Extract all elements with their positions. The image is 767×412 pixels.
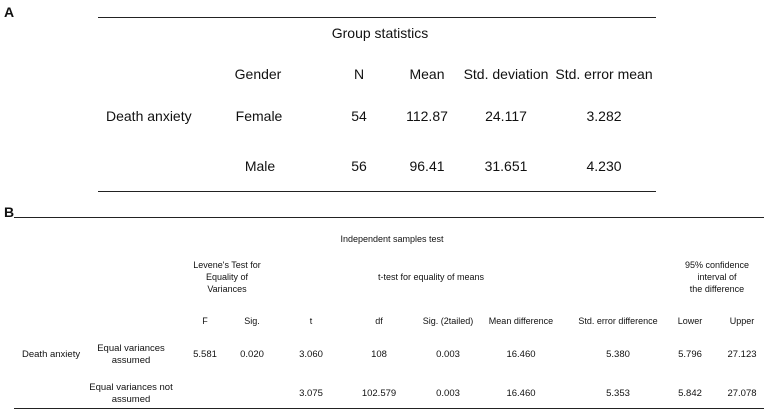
panel-b-label: B [4, 204, 15, 220]
cell-std-error-difference: 5.380 [606, 349, 630, 360]
cell-t: 3.075 [299, 388, 323, 399]
table-a-bottom-rule [98, 191, 656, 192]
header-std-error-mean: Std. error mean [555, 66, 653, 82]
cell-sig-2tailed: 0.003 [436, 349, 460, 360]
cell-variance-label [97, 343, 165, 367]
cell-f: 5.581 [193, 349, 217, 360]
cell-gender: Female [235, 108, 283, 124]
table-a-top-rule [98, 17, 656, 18]
ci-header-line: 95% confidence [684, 260, 750, 270]
header-mean: Mean [409, 66, 445, 82]
variance-label-line: assumed [111, 355, 151, 366]
table-b-top-rule [14, 217, 764, 218]
cell-mean: 112.87 [406, 108, 448, 124]
header-n: N [353, 66, 365, 82]
header-t: t [309, 316, 313, 326]
levene-header-line: Equality of [205, 272, 249, 282]
header-mean-difference: Mean difference [488, 316, 554, 326]
header-sig-2tailed: Sig. (2tailed) [422, 316, 474, 326]
levene-header [193, 259, 261, 295]
table-a-row-label: Death anxiety [106, 108, 192, 124]
cell-t: 3.060 [299, 349, 323, 360]
table-b-bottom-rule [14, 408, 764, 409]
variance-label-line: Equal variances not [89, 382, 173, 393]
cell-upper: 27.123 [727, 349, 757, 360]
panel-a-label: A [4, 4, 15, 20]
ci-header [685, 259, 749, 295]
cell-lower: 5.796 [678, 349, 702, 360]
cell-mean: 96.41 [409, 158, 445, 174]
ci-header-line: the difference [689, 284, 745, 294]
cell-sd: 31.651 [484, 158, 528, 174]
header-gender: Gender [234, 66, 282, 82]
cell-n: 56 [351, 158, 367, 174]
header-std-error-difference: Std. error difference [578, 316, 658, 326]
levene-header-line: Levene's Test for [193, 260, 261, 270]
table-b-title: Independent samples test [340, 234, 444, 244]
header-f: F [202, 316, 208, 326]
cell-df: 102.579 [361, 388, 397, 399]
cell-sem: 3.282 [586, 108, 622, 124]
ci-header-line: interval of [697, 272, 737, 282]
cell-df: 108 [371, 349, 387, 360]
cell-gender: Male [244, 158, 276, 174]
levene-header-line: Variances [207, 284, 247, 294]
cell-mean-difference: 16.460 [506, 388, 536, 399]
header-sig: Sig. [244, 316, 260, 326]
header-std-deviation: Std. deviation [463, 66, 549, 82]
cell-std-error-difference: 5.353 [606, 388, 630, 399]
cell-sig-2tailed: 0.003 [436, 388, 460, 399]
cell-sem: 4.230 [586, 158, 622, 174]
cell-n: 54 [351, 108, 367, 124]
cell-sd: 24.117 [485, 108, 527, 124]
variance-label-line: assumed [111, 394, 151, 405]
table-b-row-label: Death anxiety [22, 349, 81, 360]
table-a-title: Group statistics [331, 25, 429, 41]
ttest-header: t-test for equality of means [377, 272, 485, 282]
cell-variance-label [89, 382, 172, 406]
header-upper: Upper [729, 316, 755, 326]
cell-mean-difference: 16.460 [506, 349, 536, 360]
header-lower: Lower [677, 316, 703, 326]
variance-label-line: Equal variances [97, 343, 165, 354]
cell-sig: 0.020 [240, 349, 264, 360]
cell-upper: 27.078 [727, 388, 757, 399]
header-df: df [375, 316, 383, 326]
cell-lower: 5.842 [678, 388, 702, 399]
